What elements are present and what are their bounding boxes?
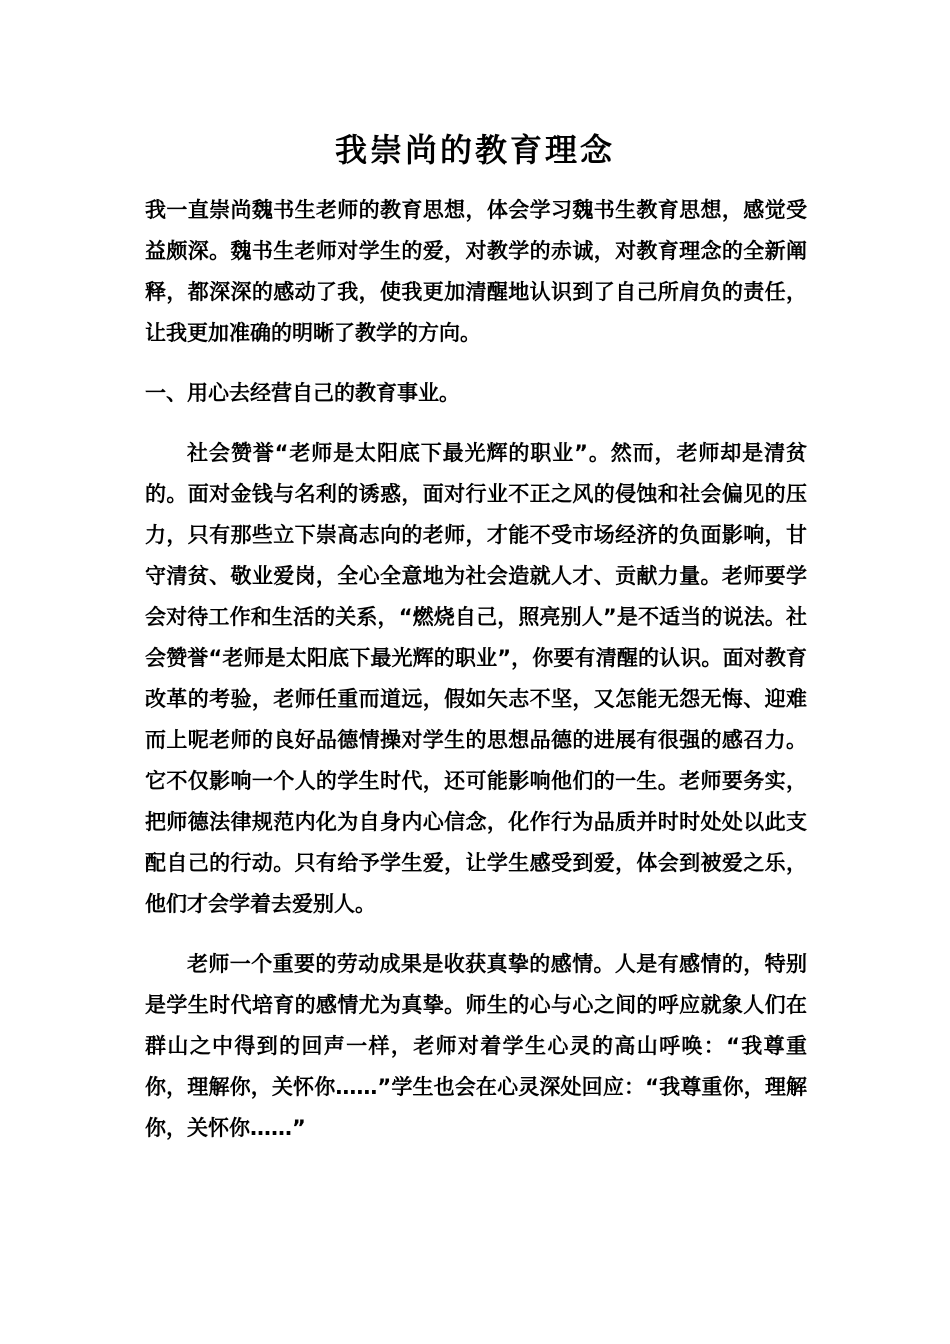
document-body bbox=[145, 190, 807, 1149]
body-paragraph-2: 老师一个重要的劳动成果是收获真挚的感情。人是有感情的，特别是学生时代培育的感情尤为真挚。师生的心与心之间的呼应就象人们在群山之中得到的回声一样，老师对着学生心灵的高山呼唤：“我尊重你，理解你，关怀你……”学生也会在心灵深处回应：“我尊重你，理解你，关怀你……” bbox=[145, 952, 807, 1140]
intro-paragraph: 我一直崇尚魏书生老师的教育思想，体会学习魏书生教育思想，感觉受益颇深。魏书生老师对学生的爱，对教学的赤诚，对教育理念的全新阐释，都深深的感动了我，使我更加清醒地认识到了自己所肩负的责任，让我更加准确的明晰了教学的方向。 bbox=[145, 198, 807, 345]
section-heading: 一、用心去经营自己的教育事业。 bbox=[145, 381, 460, 405]
document-title: 我崇尚的教育理念 bbox=[334, 131, 615, 169]
body-paragraph-1: 社会赞誉“老师是太阳底下最光辉的职业”。然而，老师却是清贫的。面对金钱与名利的诱惑，面对行业不正之风的侵蚀和社会偏见的压力，只有那些立下崇高志向的老师，才能不受市场经济的负面影响，甘守清贫、敬业爱岗，全心全意地为社会造就人才、贡献力量。老师要学会对待工作和生活的关系，“燃烧自己，照亮别人”是不适当的说法。社会赞誉“老师是太阳底下最光辉的职业”，你要有清醒的认识。面对教育改革的考验，老师任重而道远，假如矢志不坚，又怎能无怨无悔、迎难而上呢老师的良好品德情操对学生的思想品德的进展有很强的感召力。它不仅影响一个人的学生时代，还可能影响他们的一生。老师要务实，把师德法律规范内化为自身内心信念，化作行为品质并时时处处以此支配自己的行动。只有给予学生爱，让学生感受到爱，体会到被爱之乐，他们才会学着去爱别人。 bbox=[145, 441, 807, 916]
